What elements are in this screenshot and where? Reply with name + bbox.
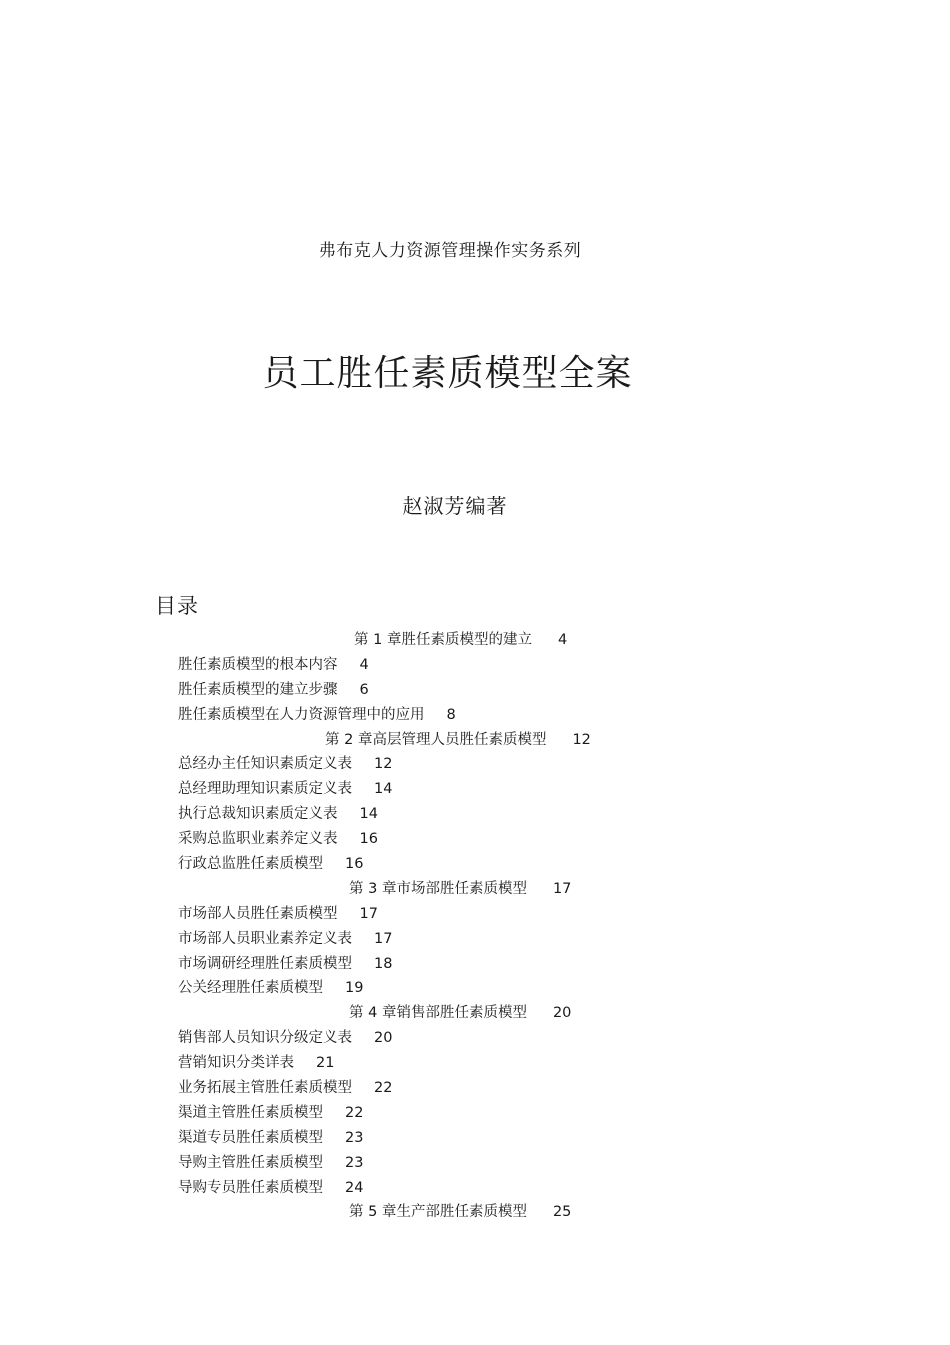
- toc-entry-page: 4: [557, 632, 568, 648]
- toc-entry-page: 17: [374, 930, 393, 947]
- toc-entry-title: 总经办主任知识素质定义表: [178, 756, 352, 773]
- toc-entry-title: 第 4 章销售部胜任素质模型: [349, 1005, 527, 1022]
- toc-entry-title: 行政总监胜任素质模型: [178, 856, 323, 873]
- toc-entry-page: 22: [374, 1080, 393, 1097]
- toc-entry-page: 24: [345, 1179, 364, 1196]
- toc-entry-title: 渠道专员胜任素质模型: [178, 1129, 323, 1146]
- toc-entry-title: 业务拓展主管胜任素质模型: [178, 1080, 352, 1097]
- toc-entry-title: 公关经理胜任素质模型: [178, 980, 323, 997]
- toc-entry-title: 导购主管胜任素质模型: [178, 1154, 323, 1171]
- toc-entry-page: 16: [359, 831, 378, 848]
- toc-entry-title: 销售部人员知识分级定义表: [178, 1030, 352, 1047]
- toc-section-entry[interactable]: [0, 752, 950, 777]
- toc-section-entry[interactable]: [0, 952, 950, 977]
- toc-entry-page: 19: [345, 980, 364, 997]
- toc-entry-page: 18: [374, 955, 393, 972]
- toc-entry-page: 14: [359, 806, 378, 823]
- toc-section-entry[interactable]: [0, 1026, 950, 1051]
- table-of-contents: [0, 628, 950, 1225]
- toc-entry-page: 17: [359, 905, 378, 922]
- toc-entry-title: 胜任素质模型的根本内容: [178, 656, 338, 673]
- series-title: 弗布克人力资源管理操作实务系列: [318, 241, 582, 261]
- toc-entry-page: 12: [572, 731, 591, 748]
- toc-section-entry[interactable]: [0, 902, 950, 927]
- toc-entry-title: 营销知识分类详表: [178, 1055, 294, 1072]
- toc-entry-page: 17: [552, 880, 572, 897]
- toc-entry-page: 4: [359, 656, 369, 673]
- toc-entry-title: 导购专员胜任素质模型: [178, 1179, 323, 1196]
- author-line: 赵淑芳编著: [402, 494, 508, 518]
- toc-entry-title: 市场部人员胜任素质模型: [178, 905, 338, 922]
- toc-entry-page: 16: [345, 856, 364, 873]
- toc-entry-title: 总经理助理知识素质定义表: [178, 781, 352, 798]
- toc-section-entry[interactable]: [0, 1101, 950, 1126]
- book-title: 员工胜任素质模型全案: [262, 353, 633, 394]
- toc-section-entry[interactable]: [0, 1176, 950, 1201]
- toc-chapter-entry[interactable]: [0, 728, 950, 753]
- toc-entry-page: 25: [552, 1204, 572, 1221]
- toc-entry-title: 第 1 章胜任素质模型的建立: [354, 632, 532, 648]
- toc-section-entry[interactable]: [0, 827, 950, 852]
- toc-section-entry[interactable]: [0, 852, 950, 877]
- toc-entry-title: 采购总监职业素养定义表: [178, 831, 338, 848]
- toc-entry-page: 21: [316, 1055, 335, 1072]
- toc-entry-title: 市场部人员职业素养定义表: [178, 930, 352, 947]
- toc-entry-page: 6: [359, 681, 369, 698]
- toc-entry-page: 12: [374, 756, 393, 773]
- toc-heading: 目录: [155, 594, 199, 618]
- toc-entry-page: 14: [374, 781, 393, 798]
- toc-entry-page: 23: [345, 1154, 364, 1171]
- toc-chapter-entry[interactable]: [0, 1001, 950, 1026]
- toc-section-entry[interactable]: [0, 802, 950, 827]
- toc-entry-page: 20: [552, 1005, 572, 1022]
- toc-entry-title: 市场调研经理胜任素质模型: [178, 955, 352, 972]
- toc-section-entry[interactable]: [0, 653, 950, 678]
- toc-entry-page: 22: [345, 1104, 364, 1121]
- toc-entry-page: 23: [345, 1129, 364, 1146]
- toc-section-entry[interactable]: [0, 1126, 950, 1151]
- toc-entry-title: 第 3 章市场部胜任素质模型: [349, 880, 527, 897]
- toc-section-entry[interactable]: [0, 703, 950, 728]
- toc-chapter-entry[interactable]: [0, 877, 950, 902]
- toc-entry-page: 20: [374, 1030, 393, 1047]
- toc-section-entry[interactable]: [0, 976, 950, 1001]
- toc-section-entry[interactable]: [0, 927, 950, 952]
- toc-section-entry[interactable]: [0, 1076, 950, 1101]
- toc-entry-title: 渠道主管胜任素质模型: [178, 1104, 323, 1121]
- toc-section-entry[interactable]: [0, 1051, 950, 1076]
- toc-entry-title: 胜任素质模型在人力资源管理中的应用: [178, 706, 425, 723]
- toc-entry-title: 执行总裁知识素质定义表: [178, 806, 338, 823]
- toc-entry-page: 8: [446, 706, 456, 723]
- toc-chapter-entry[interactable]: [0, 1200, 950, 1225]
- toc-section-entry[interactable]: [0, 777, 950, 802]
- toc-section-entry[interactable]: [0, 678, 950, 703]
- toc-chapter-entry[interactable]: [0, 628, 950, 653]
- toc-entry-title: 胜任素质模型的建立步骤: [178, 681, 338, 698]
- toc-section-entry[interactable]: [0, 1151, 950, 1176]
- toc-entry-title: 第 5 章生产部胜任素质模型: [349, 1204, 527, 1221]
- toc-entry-title: 第 2 章高层管理人员胜任素质模型: [325, 731, 547, 748]
